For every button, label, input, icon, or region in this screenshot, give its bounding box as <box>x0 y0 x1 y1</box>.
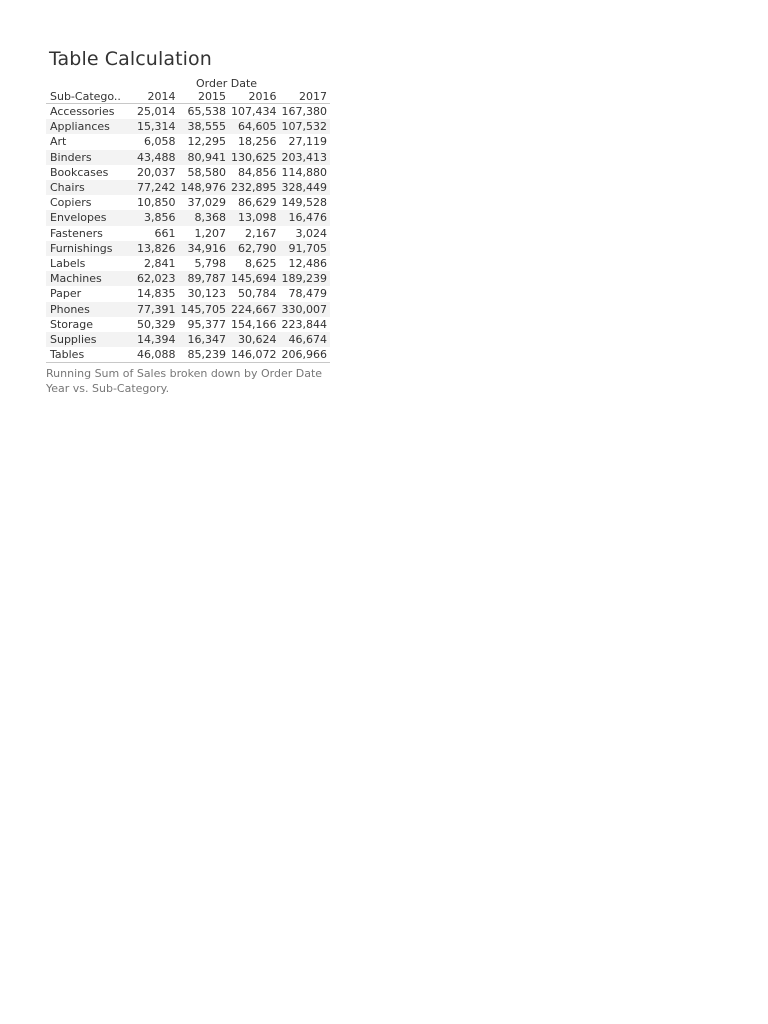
table-row <box>46 347 330 363</box>
table-row <box>46 241 330 256</box>
table-cell[interactable]: 107,532 <box>280 119 331 134</box>
row-label[interactable]: Storage <box>50 317 94 331</box>
table-cell[interactable]: 89,787 <box>179 271 230 286</box>
table-cell[interactable]: 8,368 <box>179 210 230 225</box>
table-cell[interactable]: 6,058 <box>144 135 176 149</box>
table-cell[interactable]: 27,119 <box>288 135 327 149</box>
table-cell[interactable]: 18,256 <box>238 135 277 149</box>
table-cell[interactable]: 1,207 <box>194 226 226 240</box>
table-cell[interactable]: 206,966 <box>280 347 331 363</box>
row-label[interactable]: Machines <box>46 271 128 286</box>
table-cell[interactable]: 62,790 <box>229 241 280 256</box>
row-label[interactable]: Fasteners <box>50 226 103 240</box>
table-cell[interactable]: 64,605 <box>229 119 280 134</box>
table-cell[interactable]: 37,029 <box>187 196 226 210</box>
row-label[interactable]: Envelopes <box>46 210 128 225</box>
row-label[interactable]: Labels <box>50 257 86 271</box>
row-label[interactable]: Supplies <box>46 332 128 347</box>
table-cell[interactable]: 16,476 <box>280 210 331 225</box>
column-group-label: Order Date <box>196 77 258 90</box>
table-cell[interactable]: 2,841 <box>144 257 176 271</box>
row-label[interactable]: Chairs <box>46 180 128 195</box>
table-cell[interactable]: 146,072 <box>229 347 280 363</box>
table-cell[interactable]: 8,625 <box>245 257 277 271</box>
table-cell[interactable]: 78,479 <box>288 287 327 301</box>
table-cell[interactable]: 12,486 <box>288 257 327 271</box>
table-cell[interactable]: 328,449 <box>280 180 331 195</box>
table-cell[interactable]: 16,347 <box>179 332 230 347</box>
table-cell[interactable]: 30,123 <box>187 287 226 301</box>
column-header[interactable]: 2016 <box>229 90 280 104</box>
table-cell[interactable]: 65,538 <box>187 105 226 118</box>
table-row <box>46 195 330 210</box>
table-cell[interactable]: 14,394 <box>128 332 179 347</box>
row-label[interactable]: Art <box>50 135 67 149</box>
table-cell[interactable]: 25,014 <box>137 105 176 118</box>
table-cell[interactable]: 224,667 <box>229 302 280 317</box>
table-cell[interactable]: 3,024 <box>295 226 327 240</box>
row-label[interactable]: Copiers <box>50 196 92 210</box>
header-row <box>46 90 330 104</box>
table-cell[interactable]: 154,166 <box>231 317 277 331</box>
table-cell[interactable]: 77,242 <box>128 180 179 195</box>
table-cell[interactable]: 95,377 <box>187 317 226 331</box>
table-cell[interactable]: 148,976 <box>179 180 230 195</box>
table-cell[interactable]: 84,856 <box>238 165 277 179</box>
table-cell[interactable]: 86,629 <box>238 196 277 210</box>
table-cell[interactable]: 3,856 <box>128 210 179 225</box>
table-cell[interactable]: 20,037 <box>137 165 176 179</box>
table-cell[interactable]: 15,314 <box>128 119 179 134</box>
crosstab <box>46 76 330 363</box>
table-cell[interactable]: 62,023 <box>128 271 179 286</box>
table-cell[interactable]: 91,705 <box>280 241 331 256</box>
row-label[interactable]: Accessories <box>50 105 115 118</box>
table-cell[interactable]: 43,488 <box>128 150 179 165</box>
table-row <box>46 104 330 120</box>
table-cell[interactable]: 167,380 <box>281 105 327 118</box>
column-header[interactable]: 2014 <box>128 90 179 104</box>
table-row <box>46 180 330 195</box>
row-label[interactable]: Binders <box>46 150 128 165</box>
table-body <box>46 104 330 363</box>
table-row <box>46 165 330 180</box>
row-label[interactable]: Phones <box>46 302 128 317</box>
row-label[interactable]: Bookcases <box>50 165 109 179</box>
table-cell[interactable]: 661 <box>154 226 176 240</box>
table-cell[interactable]: 5,798 <box>194 257 226 271</box>
row-label[interactable]: Paper <box>50 287 82 301</box>
column-group-header <box>46 76 330 90</box>
table-cell[interactable]: 12,295 <box>187 135 226 149</box>
column-header[interactable]: 2017 <box>280 90 331 104</box>
table-cell[interactable]: 46,088 <box>128 347 179 363</box>
caption: Running Sum of Sales broken down by Order Date Year vs. Sub-Category. <box>46 367 323 395</box>
table-cell[interactable]: 107,434 <box>231 105 277 118</box>
table-row <box>46 134 330 149</box>
table-cell[interactable]: 114,880 <box>281 165 327 179</box>
table-cell[interactable]: 145,705 <box>179 302 230 317</box>
table-cell[interactable]: 50,329 <box>137 317 176 331</box>
table-cell[interactable]: 149,528 <box>281 196 327 210</box>
table-row <box>46 317 330 332</box>
table-cell[interactable]: 38,555 <box>179 119 230 134</box>
table-row <box>46 119 330 134</box>
table-cell[interactable]: 223,844 <box>281 317 327 331</box>
table-cell[interactable]: 30,624 <box>229 332 280 347</box>
page-title: Table Calculation <box>49 48 212 70</box>
row-label[interactable]: Appliances <box>46 119 128 134</box>
table-row <box>46 286 330 301</box>
table-cell[interactable]: 80,941 <box>179 150 230 165</box>
table-row <box>46 256 330 271</box>
table-row <box>46 150 330 165</box>
table-row <box>46 332 330 347</box>
table-cell[interactable]: 14,835 <box>137 287 176 301</box>
table-cell[interactable]: 85,239 <box>179 347 230 363</box>
table-cell[interactable]: 50,784 <box>238 287 277 301</box>
column-header[interactable]: 2015 <box>179 90 230 104</box>
table-cell[interactable]: 13,826 <box>128 241 179 256</box>
table-cell[interactable]: 77,391 <box>128 302 179 317</box>
table-cell[interactable]: 10,850 <box>137 196 176 210</box>
table-cell[interactable]: 130,625 <box>229 150 280 165</box>
table-row <box>46 271 330 286</box>
table-cell[interactable]: 58,580 <box>187 165 226 179</box>
sales-table <box>46 90 330 363</box>
table-cell[interactable]: 189,239 <box>280 271 331 286</box>
table-cell[interactable]: 203,413 <box>280 150 331 165</box>
table-cell[interactable]: 34,916 <box>179 241 230 256</box>
table-row <box>46 302 330 317</box>
table-cell[interactable]: 145,694 <box>229 271 280 286</box>
table-row <box>46 226 330 241</box>
row-label[interactable]: Furnishings <box>46 241 128 256</box>
row-header-label[interactable]: Sub-Catego.. <box>46 90 128 104</box>
row-label[interactable]: Tables <box>46 347 128 363</box>
table-cell[interactable]: 13,098 <box>229 210 280 225</box>
table-cell[interactable]: 330,007 <box>280 302 331 317</box>
table-cell[interactable]: 232,895 <box>229 180 280 195</box>
table-cell[interactable]: 46,674 <box>280 332 331 347</box>
table-cell[interactable]: 2,167 <box>245 226 277 240</box>
table-row <box>46 210 330 225</box>
